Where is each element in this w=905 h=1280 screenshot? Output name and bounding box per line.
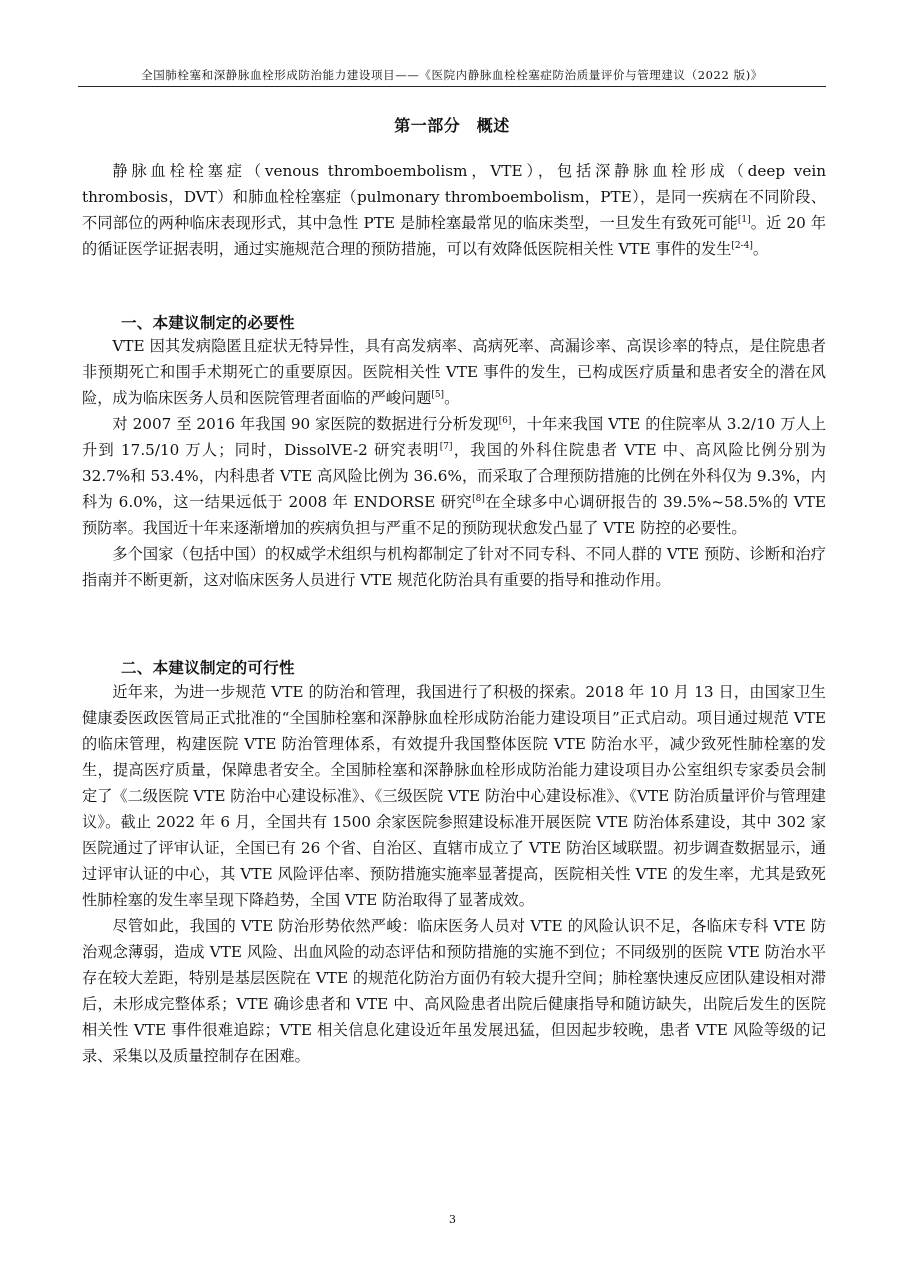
citation: [8] xyxy=(472,493,485,504)
citation: [2-4] xyxy=(731,240,753,251)
citation: [7] xyxy=(439,441,453,452)
section1-block xyxy=(82,333,826,593)
citation: [5] xyxy=(431,389,445,400)
intro-block xyxy=(82,158,826,262)
section2-block xyxy=(82,679,826,1069)
section-heading-feasibility: 二、本建议制定的可行性 xyxy=(121,659,295,677)
section1-paragraph-1 xyxy=(82,333,826,411)
citation: [6] xyxy=(498,415,512,426)
paragraph-text: 对 2007 至 2016 年我国 90 家医院的数据进行分析发现 xyxy=(112,415,499,433)
paragraph-text: 在全球多中心调研报告的 39.5%~58.5%的 VTE 预防率。我国近十年来逐渐增加的疾病负担与严重不足的预防现状愈发凸显了 VTE 防控的必要性。 xyxy=(82,493,826,537)
paragraph-text: ，我国的外科住院患者 VTE 中、高风险比例分别为 32.7%和 53.4%，内科患者 VTE 高风险比例为 36.6%，而采取了合理预防措施的比例在外科仅为 9.3%，内科为 6.0%，这一结果远低于 2008 年 ENDORSE 研究 xyxy=(82,441,826,511)
section2-paragraph-1: 近年来，为进一步规范 VTE 的防治和管理，我国进行了积极的探索。2018 年 10 月 13 日，由国家卫生健康委医政医管局正式批准的“全国肺栓塞和深静脉血栓形成防治能力建设项目”正式启动。项目通过规范 VTE 的临床管理，构建医院 VTE 防治管理体系，有效提升我国整体医院 VTE 防治水平，减少致死性肺栓塞的发生，提高医疗质量，保障患者安全。全国肺栓塞和深静脉血栓形成防治能力建设项目办公室组织专家委员会制定了《二级医院 VTE 防治中心建设标准》、《三级医院 VTE 防治中心建设标准》、《VTE 防治质量评价与管理建议》。截止 2022 年 6 月，全国共有 1500 余家医院参照建设标准开展医院 VTE 防治体系建设，其中 302 家医院通过了评审认证，全国已有 26 个省、自治区、直辖市成立了 VTE 防治区域联盟。初步调查数据显示，通过评审认证的中心，其 VTE 风险评估率、预防措施实施率显著提高，医院相关性 VTE 的发生率，尤其是致死性肺栓塞的发生率呈现下降趋势，全国 VTE 防治取得了显著成效。 xyxy=(82,683,826,909)
citation: [1] xyxy=(737,214,751,225)
paragraph-text: VTE 因其发病隐匿且症状无特异性，具有高发病率、高病死率、高漏诊率、高误诊率的特点，是住院患者非预期死亡和围手术期死亡的重要原因。医院相关性 VTE 事件的发生，已构成医疗质量和患者安全的潜在风险，成为临床医务人员和医院管理者面临的严峻问题 xyxy=(82,337,826,407)
section1-paragraph-3: 多个国家（包括中国）的权威学术组织与机构都制定了针对不同专科、不同人群的 VTE 预防、诊断和治疗指南并不断更新，这对临床医务人员进行 VTE 规范化防治具有重要的指导和推动作用。 xyxy=(82,545,826,589)
intro-text-2: 。近 20 年的循证医学证据表明，通过实施规范合理的预防措施，可以有效降低医院相关性 VTE 事件的发生 xyxy=(82,214,827,258)
section-heading-necessity: 一、本建议制定的必要性 xyxy=(121,314,295,332)
section2-paragraph-2: 尽管如此，我国的 VTE 防治形势依然严峻：临床医务人员对 VTE 的风险认识不足，各临床专科 VTE 防治观念薄弱，造成 VTE 风险、出血风险的动态评估和预防措施的实施不到位；不同级别的医院 VTE 防治水平存在较大差距，特别是基层医院在 VTE 的规范化防治方面仍有较大提升空间；肺栓塞快速反应团队建设相对滞后，未形成完整体系；VTE 确诊患者和 VTE 中、高风险患者出院后健康指导和随访缺失，出院后发生的医院相关性 VTE 事件很难追踪；VTE 相关信息化建设近年虽发展迅猛，但因起步较晚，患者 VTE 风险等级的记录、采集以及质量控制存在困难。 xyxy=(82,917,826,1065)
part-title: 第一部分 概述 xyxy=(394,116,510,135)
intro-text-1: 静脉血栓栓塞症（venous thromboembolism，VTE），包括深静脉血栓形成（deep vein thrombosis，DVT）和肺血栓栓塞症（pulmonary thromboembolism，PTE），是同一疾病在不同阶段、不同部位的两种临床表现形式，其中急性 PTE 是肺栓塞最常见的临床类型，一旦发生有致死可能 xyxy=(82,162,826,232)
page-number: 3 xyxy=(449,1213,456,1226)
paragraph-text: ，十年来我国 VTE 的住院率从 3.2/10 万人上升到 17.5/10 万人；同时，DissolVE-2 研究表明 xyxy=(82,415,827,459)
paragraph-text: 。 xyxy=(444,389,460,407)
intro-text-3: 。 xyxy=(752,240,769,258)
header-rule xyxy=(78,86,826,87)
running-header: 全国肺栓塞和深静脉血栓形成防治能力建设项目——《医院内静脉血栓栓塞症防治质量评价与管理建议（2022 版)》 xyxy=(141,68,763,82)
intro-paragraph xyxy=(82,158,826,262)
section1-paragraph-2 xyxy=(82,411,826,541)
